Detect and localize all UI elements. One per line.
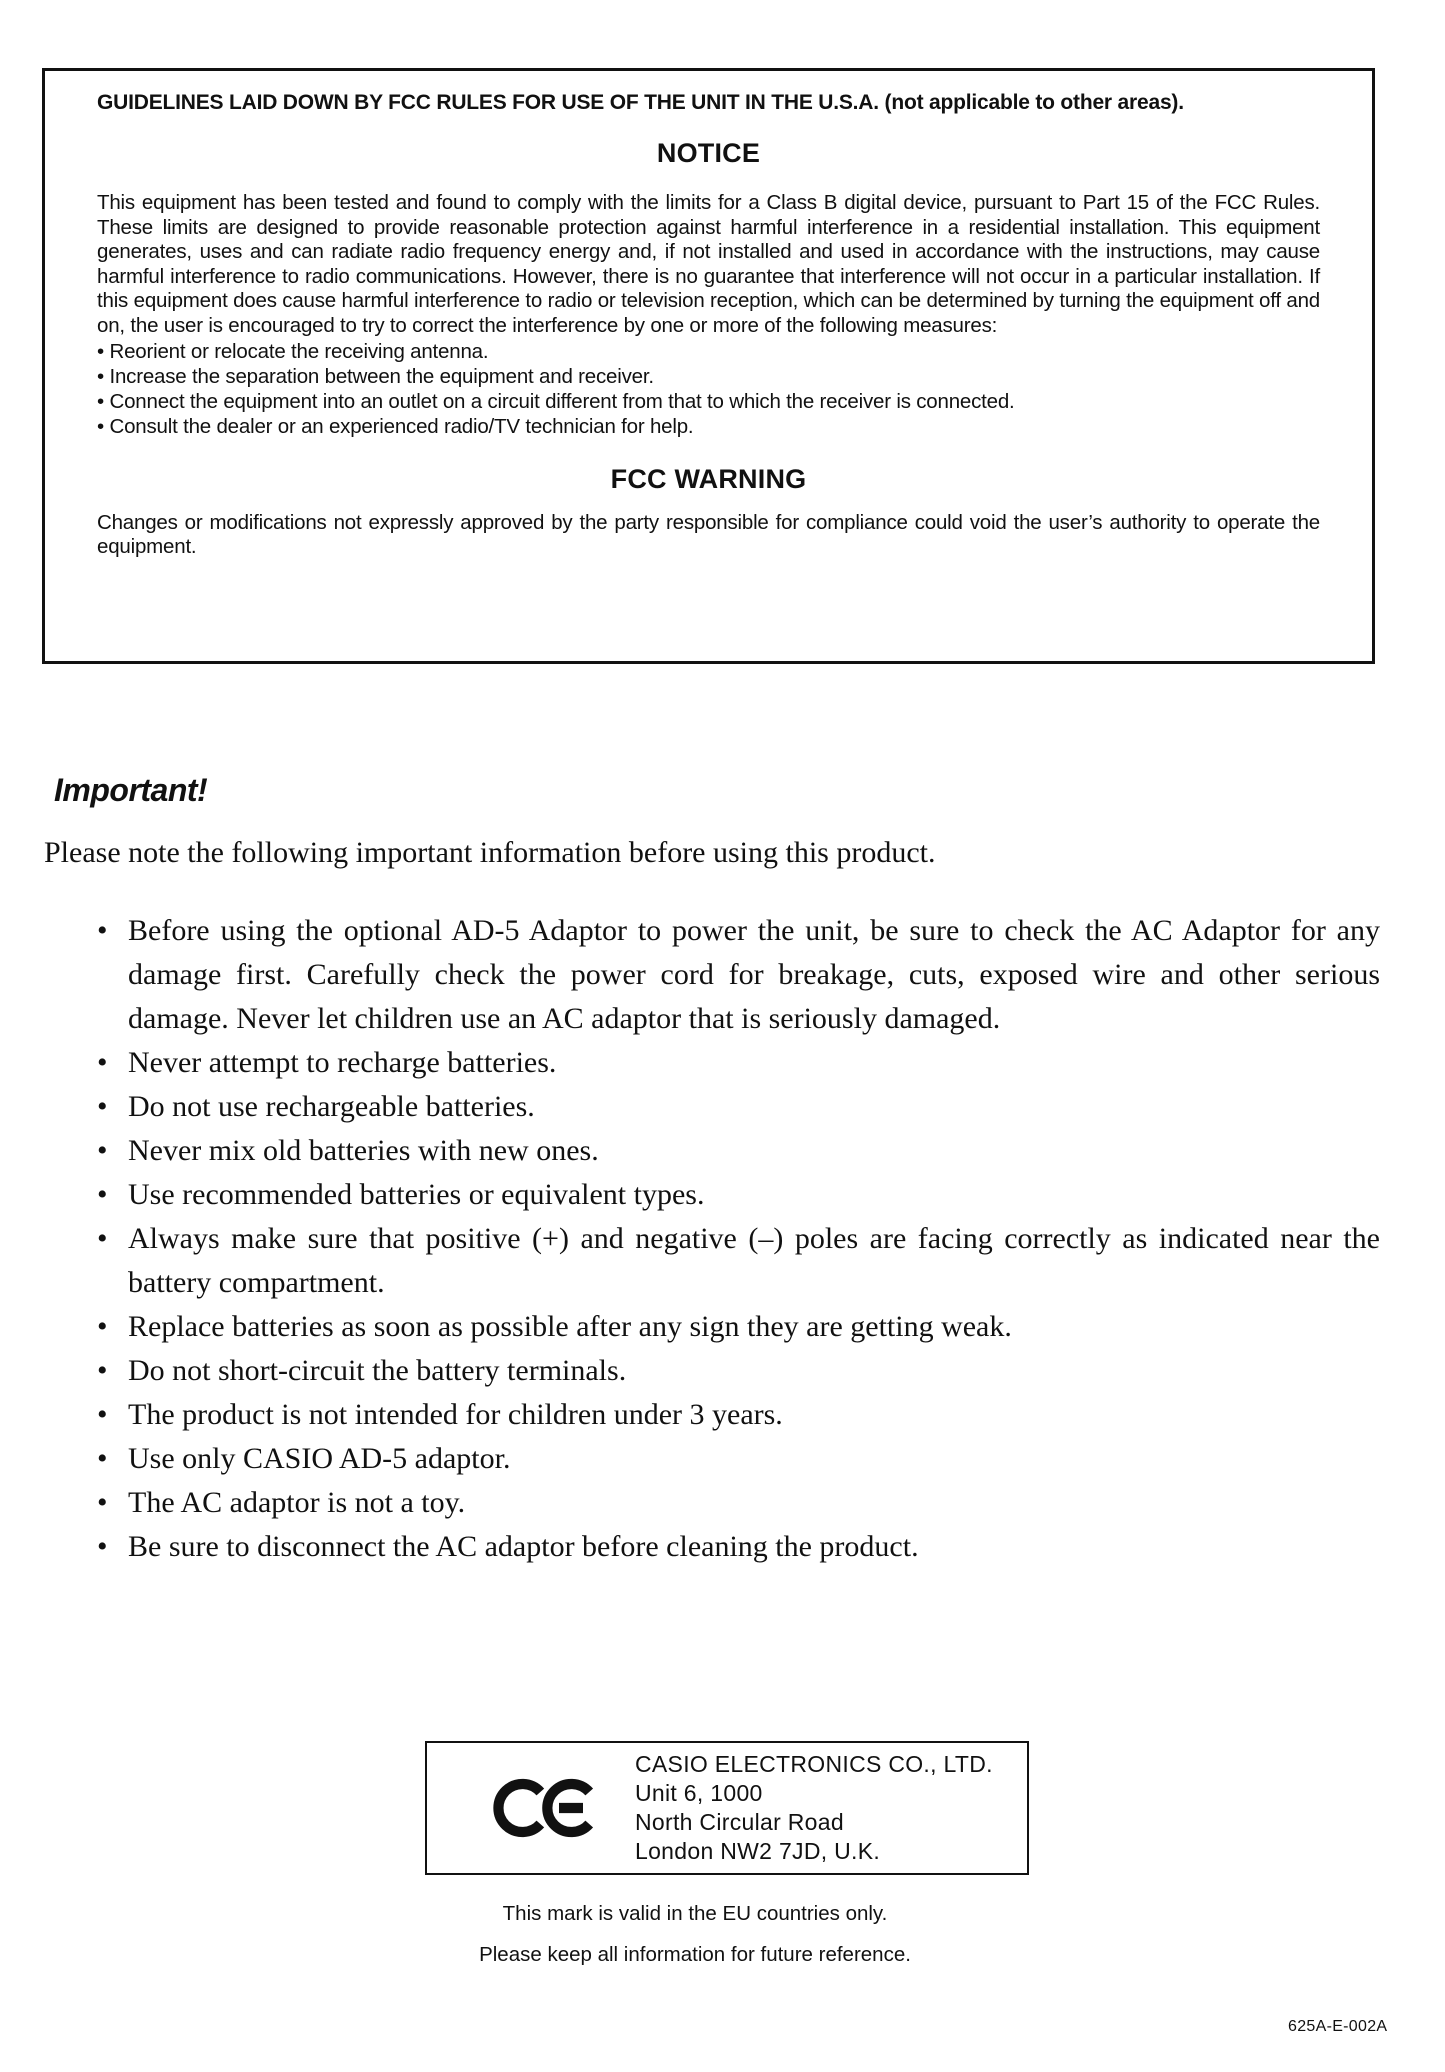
important-section [42, 772, 1380, 1569]
fcc-measures-list [97, 339, 1320, 439]
important-intro: Please note the following important information before using this product. [44, 836, 936, 869]
safety-item: • Do not short-circuit the battery terminals. [97, 1349, 1380, 1393]
notice-body: This equipment has been tested and found to comply with the limits for a Class B digital device, pursuant to Part 15 of the FCC Rules. These limits are designed to provide reasonable protection against harmful interference in a residential installation. This equipment generates, uses and can radiate radio frequency energy and, if not installed and used in accordance with the instructions, may cause harmful interference to radio communications. However, there is no guarantee that interference will not occur in a particular installation. If this equipment does cause harmful interference to radio or television reception, which can be determined by turning the equipment off and on, the user is encouraged to try to correct the interference by one or more of the following measures: [97, 191, 1320, 337]
safety-item: • Before using the optional AD-5 Adaptor to power the unit, be sure to check the AC Adaptor for any damage first. Carefully check the power cord for breakage, cuts, exposed wire and other serious damage. Never let children use an AC adaptor that is seriously damaged. [97, 909, 1380, 1041]
fcc-measure-item: • Increase the separation between the equipment and receiver. [97, 364, 1320, 389]
ce-address-line: North Circular Road [635, 1809, 844, 1835]
fcc-warning-body: Changes or modifications not expressly approved by the party responsible for compliance could void the user’s authority to operate the equipment. [97, 510, 1320, 559]
eu-validity-note [355, 1893, 1035, 1975]
safety-item: • Replace batteries as soon as possible after any sign they are getting weak. [97, 1305, 1380, 1349]
ce-mark-icon [493, 1776, 593, 1840]
safety-item: • The AC adaptor is not a toy. [97, 1481, 1380, 1525]
notice-heading: NOTICE [656, 138, 761, 168]
fcc-notice-box [42, 68, 1375, 664]
ce-address-box [425, 1741, 1029, 1875]
safety-item: • Do not use rechargeable batteries. [97, 1085, 1380, 1129]
safety-item: • Never attempt to recharge batteries. [97, 1041, 1380, 1085]
ce-address-text [635, 1750, 993, 1866]
fcc-warning-heading: FCC WARNING [610, 463, 807, 494]
safety-item: • Always make sure that positive (+) and negative (–) poles are facing correctly as indicated near the battery compartment. [97, 1217, 1380, 1305]
eu-note-line: This mark is valid in the EU countries only. [502, 1902, 888, 1925]
fcc-measure-item: • Consult the dealer or an experienced radio/TV technician for help. [97, 414, 1320, 439]
fcc-measure-item: • Reorient or relocate the receiving antenna. [97, 339, 1320, 364]
ce-address-line: London NW2 7JD, U.K. [635, 1838, 881, 1864]
ce-company: CASIO ELECTRONICS CO., LTD. [635, 1751, 993, 1777]
eu-note-line: Please keep all information for future reference. [479, 1943, 911, 1966]
safety-item: • Be sure to disconnect the AC adaptor before cleaning the product. [97, 1525, 1380, 1569]
important-heading: Important! [54, 772, 208, 808]
fcc-guidelines-title: GUIDELINES LAID DOWN BY FCC RULES FOR USE OF THE UNIT IN THE U.S.A. (not applicable to other areas). [97, 91, 1184, 114]
safety-item: • Never mix old batteries with new ones. [97, 1129, 1380, 1173]
safety-item: • Use only CASIO AD-5 adaptor. [97, 1437, 1380, 1481]
safety-list [42, 909, 1380, 1569]
safety-item: • The product is not intended for children under 3 years. [97, 1393, 1380, 1437]
page-code: 625A-E-002A [1288, 2018, 1388, 2035]
safety-item: • Use recommended batteries or equivalent types. [97, 1173, 1380, 1217]
fcc-measure-item: • Connect the equipment into an outlet on a circuit different from that to which the receiver is connected. [97, 389, 1320, 414]
ce-address-line: Unit 6, 1000 [635, 1780, 763, 1806]
